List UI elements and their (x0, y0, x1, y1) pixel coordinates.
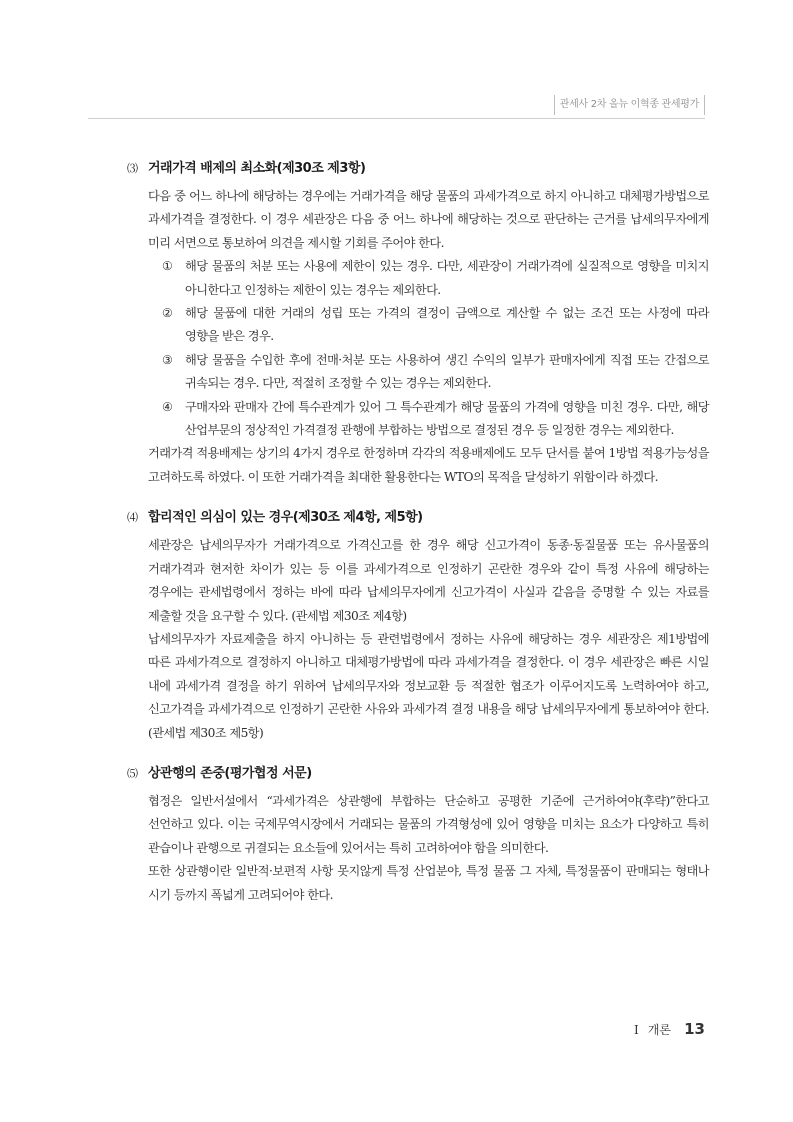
chapter-numeral: I (634, 1023, 639, 1037)
section-3-heading (127, 158, 709, 180)
running-header: 관세사 2차 올뉴 이혁종 관세평가 (554, 95, 705, 115)
paragraph: 납세의무자가 자료제출을 하지 아니하는 등 관련법령에서 정하는 사유에 해당하는 경우 세관장은 제1방법에 따른 과세가격으로 결정하지 아니하고 대체평가방법에 따라 과세가격을 결정한다. 이 경우 세관장은 빠른 시일 내에 과세가격 결정을 하기 위하여 납세의무자와 정보교환 등 적절한 협조가 이루어지도록 노력하여야 하고, 신고가격을 과세가격으로 인정하기 곤란한 사유와 과세가격 결정 내용을 해당 납세의무자에게 통보하여야 한다. (관세법 제30조 제5항) (148, 631, 709, 740)
section-title: 합리적인 의심이 있는 경우(제30조 제4항, 제5항) (148, 510, 423, 526)
list-item-text: 구매자와 판매자 간에 특수관계가 있어 그 특수관계가 해당 물품의 가격에 영향을 미친 경우. 다만, 해당 산업부문의 정상적인 가격결정 관행에 부합하는 방법으로 결정된 경우 등 일정한 경우는 제외한다. (185, 399, 709, 438)
page-footer (634, 1019, 705, 1038)
section-title: 상관행의 존중(평가협정 서문) (148, 765, 312, 781)
paragraph: 세관장은 납세의무자가 거래가격으로 가격신고를 한 경우 해당 신고가격이 동종·동질물품 또는 유사물품의 거래가격과 현저한 차이가 있는 등 이를 과세가격으로 인정하기 곤란한 경우와 같이 특정 사유에 해당하는 경우에는 관세법령에서 정하는 바에 따라 납세의무자에게 신고가격이 사실과 같음을 증명할 수 있는 자료를 제출할 것을 요구할 수 있다. (관세법 제30조 제4항) (148, 538, 709, 623)
page-number: 13 (684, 1020, 705, 1038)
paragraph: 다음 중 어느 하나에 해당하는 경우에는 거래가격을 해당 물품의 과세가격으로 하지 아니하고 대체평가방법으로 과세가격을 결정한다. 이 경우 세관장은 다음 중 어느 하나에 해당하는 것으로 판단하는 근거를 납세의무자에게 미리 서면으로 통보하여 의견을 제시할 기회를 주어야 한다. (148, 189, 709, 250)
list-item (148, 255, 709, 302)
page-body (127, 158, 709, 925)
section-5-heading (127, 763, 709, 785)
list-item (148, 396, 709, 443)
list-item-number: ③ (162, 352, 173, 367)
list-item (148, 302, 709, 349)
section-4 (127, 507, 709, 745)
paragraph: 또한 상관행이란 일반적·보편적 사항 못지않게 특정 산업분야, 특정 물품 그 자체, 특정물품이 판매되는 형태나 시기 등까지 폭넓게 고려되어야 한다. (148, 864, 709, 902)
paragraph: 협정은 일반서설에서 “과세가격은 상관행에 부합하는 단순하고 공평한 기준에 근거하여야(후략)”한다고 선언하고 있다. 이는 국제무역시장에서 거래되는 물품의 가격형성에 있어 영향을 미치는 요소가 다양하고 특히 관습이나 관행으로 귀결되는 요소들에 있어서는 특히 고려하여야 함을 의미한다. (148, 793, 709, 855)
section-3 (127, 158, 709, 489)
list-item-number: ① (162, 259, 173, 274)
list-item-text: 해당 물품에 대한 거래의 성립 또는 가격의 결정이 금액으로 계산할 수 없는 조건 또는 사정에 따라 영향을 받은 경우. (185, 306, 709, 344)
chapter-name: 개론 (647, 1023, 672, 1037)
section-4-heading (127, 507, 709, 529)
list-item-text: 해당 물품의 처분 또는 사용에 제한이 있는 경우. 다만, 세관장이 거래가격에 실질적으로 영향을 미치지 아니한다고 인정하는 제한이 있는 경우는 제외한다. (185, 259, 709, 297)
header-rule (88, 118, 705, 119)
section-number: ⑷ (127, 511, 138, 525)
section-number: ⑶ (127, 162, 138, 175)
list-item-text: 해당 물품을 수입한 후에 전매·처분 또는 사용하여 생긴 수익의 일부가 판매자에게 직접 또는 간접으로 귀속되는 경우. 다만, 적절히 조정할 수 있는 경우는 제외한다. (185, 352, 709, 391)
section-title: 거래가격 배제의 최소화(제30조 제3항) (148, 161, 366, 176)
list-item-number: ④ (162, 399, 173, 414)
paragraph: 거래가격 적용배제는 상기의 4가지 경우로 한정하며 각각의 적용배제에도 모두 단서를 붙여 1방법 적용가능성을 고려하도록 하였다. 이 또한 거래가격을 최대한 활용한다는 WTO의 목적을 달성하기 위함이라 하겠다. (148, 446, 709, 484)
section-5 (127, 763, 709, 907)
list-item-number: ② (162, 306, 173, 321)
section-number: ⑸ (127, 766, 138, 780)
list-item (148, 349, 709, 396)
